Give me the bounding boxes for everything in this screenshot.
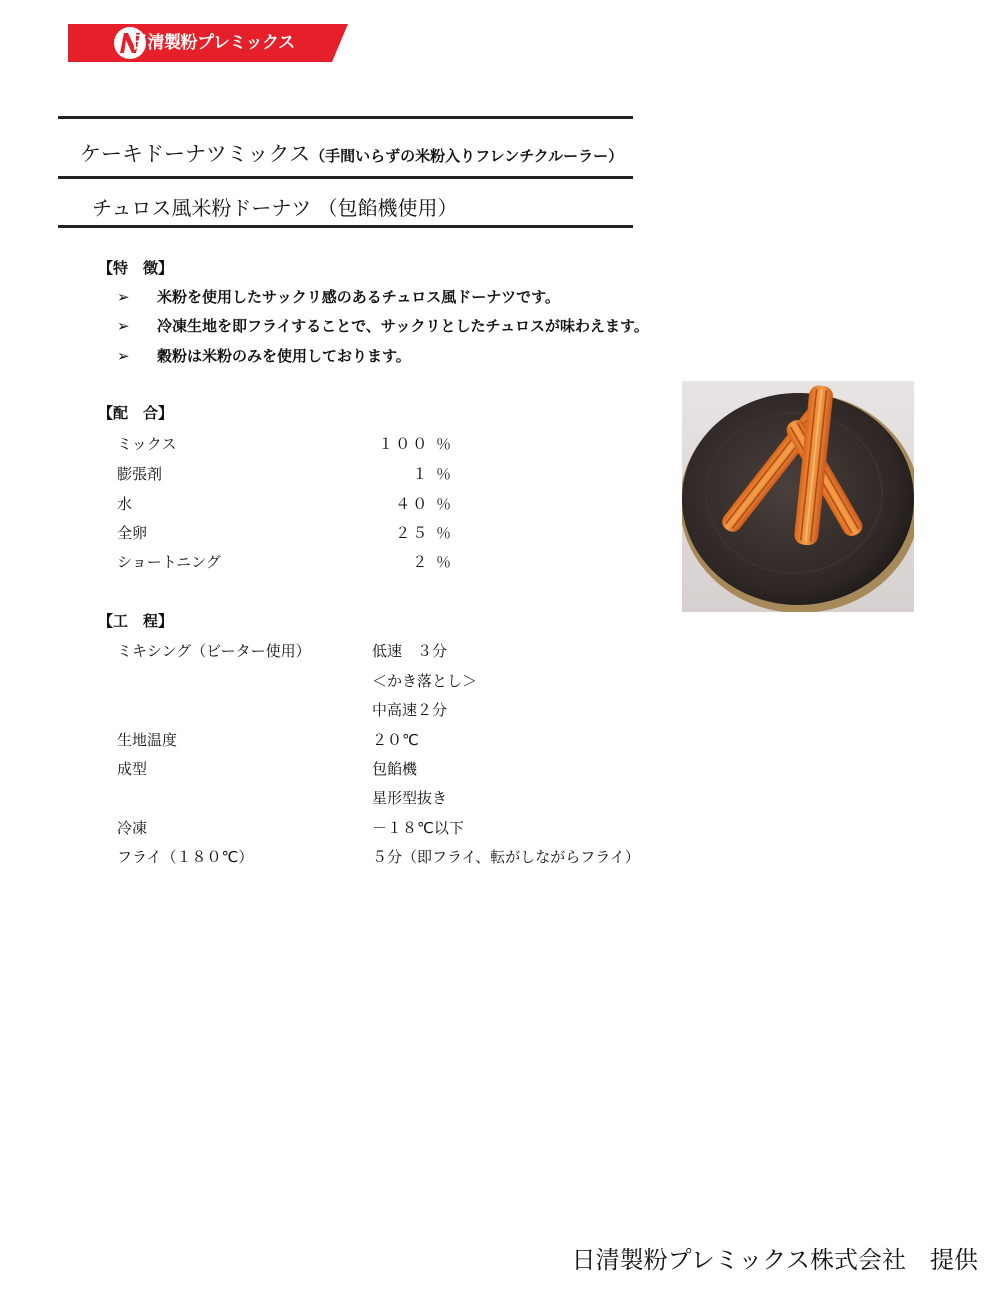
bottom-rule bbox=[58, 225, 633, 228]
top-rule bbox=[58, 116, 633, 119]
process-value: ５分（即フライ、転がしながらフライ） bbox=[372, 848, 640, 866]
formula-value: ２５ ％ bbox=[395, 524, 453, 542]
process-value: －１８℃以下 bbox=[372, 819, 464, 837]
features-heading: 【特 徴】 bbox=[98, 259, 174, 277]
bullet-arrow-icon: ➢ bbox=[117, 317, 130, 335]
formula-value: １ ％ bbox=[412, 465, 453, 483]
product-title bbox=[80, 138, 623, 168]
formula-heading: 【配 合】 bbox=[98, 404, 174, 422]
feature-item: ➢ 穀粉は米粉のみを使用しております。 bbox=[117, 347, 411, 365]
process-label: 成型 bbox=[117, 760, 148, 778]
formula-label: ミックス bbox=[117, 435, 177, 453]
feature-item: ➢ 冷凍生地を即フライすることで、サックリとしたチュロスが味わえます。 bbox=[117, 317, 649, 335]
bullet-arrow-icon: ➢ bbox=[117, 347, 130, 365]
formula-label: 全卵 bbox=[117, 524, 148, 542]
logo-text: 日清製粉プレミックス bbox=[131, 33, 295, 53]
product-title-sub: （手間いらずの米粉入りフレンチクルーラー） bbox=[310, 147, 624, 165]
process-value: 星形型抜き bbox=[372, 789, 448, 807]
process-value: 中高速２分 bbox=[372, 701, 448, 719]
process-label: フライ（１８０℃） bbox=[117, 848, 254, 866]
churros-photo bbox=[682, 381, 914, 612]
provider-credit: 日清製粉プレミックス株式会社 提供 bbox=[571, 1246, 978, 1274]
process-label: 冷凍 bbox=[117, 819, 148, 837]
process-value: ２０℃ bbox=[372, 731, 419, 749]
middle-rule bbox=[58, 176, 633, 179]
formula-label: 水 bbox=[117, 495, 133, 513]
feature-item: ➢ 米粉を使用したサックリ感のあるチュロス風ドーナツです。 bbox=[117, 288, 560, 306]
bullet-arrow-icon: ➢ bbox=[117, 288, 130, 306]
formula-value: ４０ ％ bbox=[395, 495, 453, 513]
formula-value: １００ ％ bbox=[378, 435, 453, 453]
process-value: 低速 ３分 bbox=[372, 642, 448, 660]
process-label: ミキシング（ビーター使用） bbox=[117, 642, 311, 660]
formula-label: 膨張剤 bbox=[117, 465, 163, 483]
process-label: 生地温度 bbox=[117, 731, 178, 749]
product-title-main: ケーキドーナツミックス bbox=[80, 142, 311, 166]
process-heading: 【工 程】 bbox=[98, 612, 174, 630]
process-value: 包餡機 bbox=[372, 760, 418, 778]
formula-value: ２ ％ bbox=[412, 553, 453, 571]
recipe-title: チュロス風米粉ドーナツ （包餡機使用） bbox=[92, 196, 458, 220]
formula-label: ショートニング bbox=[117, 553, 221, 571]
process-value: ＜かき落とし＞ bbox=[372, 672, 478, 690]
